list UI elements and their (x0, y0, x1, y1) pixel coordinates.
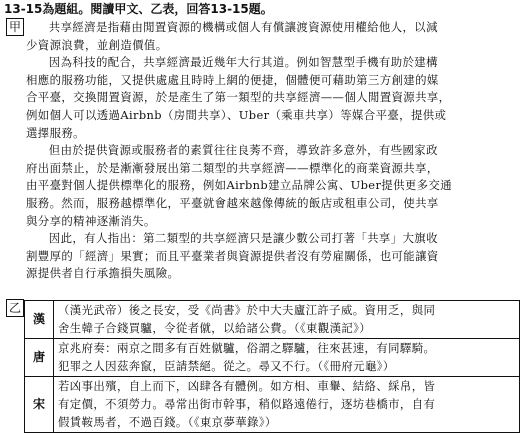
excerpt-cell (54, 339, 520, 377)
excerpt-cell (54, 377, 520, 433)
passage-line: 但由於提供資源或服務者的素質往往良莠不齊，導致許多意外，有些國家政 (48, 143, 438, 158)
passage-paragraph-4 (26, 230, 522, 248)
table-yi-label: 乙 (6, 299, 24, 317)
excerpt-cell (54, 301, 520, 339)
passage-paragraph-1 (26, 19, 522, 37)
dynasty-cell: 漢 (25, 301, 54, 339)
dynasty-cell: 唐 (25, 339, 54, 377)
passage-line: 府出面禁止，於是漸漸發展出第二類型的共享經濟——標準化的商業資源共享， (26, 160, 439, 175)
excerpt-line: 舍生韓子合錢買驢，令從者僦，以給諸公費。（《東觀漢記》） (58, 320, 372, 335)
passage-line: 因為科技的配合，共享經濟最近幾年大行其道。例如智慧型手機有助於建構 (48, 55, 438, 70)
dynasty-cell: 宋 (25, 377, 54, 433)
question-header: 13-15為題組。閱讀甲文、乙表，回答13-15題。 (4, 2, 273, 16)
excerpt-line: 假賃鞍馬者，不過百錢。（《東京夢華錄》） (58, 414, 277, 429)
passage-line: 共享經濟是指藉由閒置資源的機構或個人有償讓渡資源使用權給他人，以減 (48, 20, 438, 34)
passage-paragraph-3 (26, 142, 522, 160)
passage-line: 割豐厚的「經濟」果實；而且平臺業者與資源提供者沒有勞雇關係，也可能讓資 (26, 248, 439, 263)
excerpts-table (24, 300, 520, 433)
table-row (25, 339, 520, 377)
passage-line: 選擇服務。 (26, 125, 85, 140)
passage-line: 相應的服務功能，又提供處處且時時上網的便捷，個體便可藉助第三方創建的媒 (26, 72, 439, 87)
passage-line: 服務。然而，服務越標準化，平臺就會越來越像傳統的飯店或租車公司，使共享 (26, 195, 439, 210)
excerpt-line: （漢光武帝）後之長安，受《尚書》於中大夫廬江許子威。資用乏，與同 (58, 303, 436, 317)
passage-line: 少資源浪費，並創造價值。 (26, 37, 168, 52)
passage-jia-label: 甲 (6, 18, 24, 36)
passage-line: 源提供者自行承擔損失風險。 (26, 266, 180, 281)
excerpt-line: 犯罪之人因茲奔竄，臣請禁絕。從之。尋又不行。（《冊府元龜》） (58, 358, 395, 373)
passage-jia (26, 19, 522, 283)
passage-paragraph-2 (26, 54, 522, 72)
passage-line: 合平臺，交換閒置資源，於是產生了第一類型的共享經濟——個人閒置資源共享， (26, 90, 451, 105)
table-row (25, 377, 520, 433)
passage-line: 由平臺對個人提供標準化的服務，例如Airbnb建立品牌公寓、Uber提供更多交通 (26, 178, 453, 193)
excerpt-line: 京兆府奏：兩京之間多有百姓僦驢，俗謂之驛驢，往來甚速，有同驛騎。 (58, 341, 436, 356)
passage-line: 例如個人可以透過Airbnb（房間共享）、Uber（乘車共享）等媒合平臺，提供或 (26, 107, 447, 122)
passage-line: 因此，有人指出：第二類型的共享經濟只是讓少數公司打著「共享」大旗收 (48, 231, 438, 246)
passage-line: 與分享的精神逐漸消失。 (26, 213, 156, 228)
excerpt-line: 若凶事出殯，自上而下，凶肆各有體例。如方相、車轝、結絡、綵帛，皆 (58, 379, 436, 394)
table-row (25, 301, 520, 339)
excerpt-line: 有定價，不須勞力。尋常出街市幹事，稍似路遠倦行，逐坊巷橋市，自有 (58, 396, 436, 411)
